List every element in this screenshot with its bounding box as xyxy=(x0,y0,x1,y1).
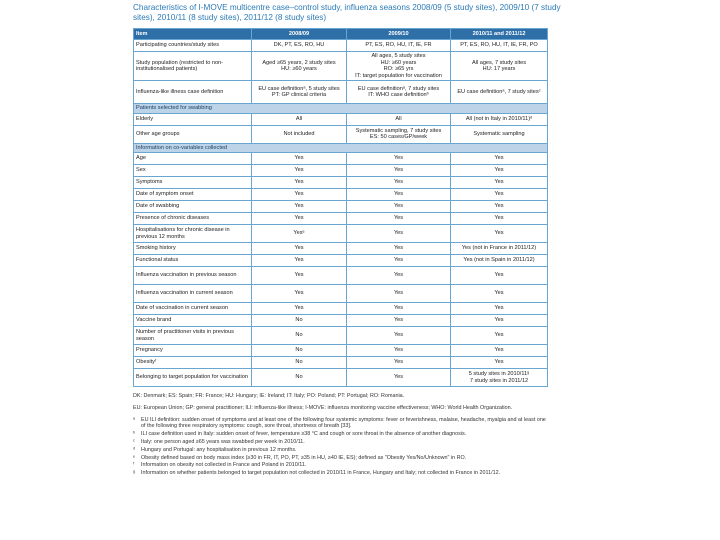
row-label-cell: Elderly xyxy=(134,113,252,125)
value-cell: EU case definitionᵃ, 7 study sites IT: WHO case definitionᵇ xyxy=(347,81,451,104)
section-label: Patients selected for swabbing xyxy=(134,104,548,114)
table-row xyxy=(134,52,548,81)
row-label-cell: Date of swabbing xyxy=(134,201,252,213)
table-row xyxy=(134,369,548,387)
value-cell: Yes xyxy=(252,165,347,177)
value-cell: Yes (not in Spain in 2011/12) xyxy=(451,255,548,267)
value-cell: Yes xyxy=(347,303,451,315)
section-row xyxy=(134,143,548,153)
table-row xyxy=(134,267,548,285)
value-cell: Yes xyxy=(252,201,347,213)
table-row xyxy=(134,315,548,327)
value-cell: Yes xyxy=(451,327,548,345)
value-cell: Yes xyxy=(347,327,451,345)
table-body xyxy=(134,40,548,387)
value-cell: Yes xyxy=(451,303,548,315)
value-cell: Yes xyxy=(347,285,451,303)
header-cell: 2008/09 xyxy=(252,29,347,40)
footnote-text: Hungary and Portugal: any hospitalisation in previous 12 months. xyxy=(141,446,297,453)
row-label-cell: Functional status xyxy=(134,255,252,267)
footnote-mark: ᵉ xyxy=(133,454,136,461)
table-row xyxy=(134,189,548,201)
table-row xyxy=(134,125,548,143)
footnote xyxy=(133,439,547,446)
value-cell: Yes xyxy=(252,285,347,303)
value-cell: Yes xyxy=(451,357,548,369)
value-cell: Yes xyxy=(451,177,548,189)
value-cell: All (not in Italy in 2010/11)ᵈ xyxy=(451,113,548,125)
section-row xyxy=(134,104,548,114)
value-cell: Yes xyxy=(451,285,548,303)
table-row xyxy=(134,285,548,303)
value-cell: No xyxy=(252,369,347,387)
footnote xyxy=(133,470,547,477)
footnote xyxy=(133,455,547,462)
table-header-row xyxy=(134,29,548,40)
value-cell: Yes xyxy=(451,189,548,201)
footnote-mark: ᶠ xyxy=(133,462,135,469)
table-notes xyxy=(133,393,547,477)
footnote-mark: ᵇ xyxy=(133,431,136,438)
table-row xyxy=(134,213,548,225)
value-cell: Yes xyxy=(252,267,347,285)
value-cell: Yes xyxy=(252,213,347,225)
table-row xyxy=(134,165,548,177)
row-label-cell: Vaccine brand xyxy=(134,315,252,327)
value-cell: Yes xyxy=(347,315,451,327)
footnote-mark: ᶜ xyxy=(133,438,135,445)
value-cell: All xyxy=(347,113,451,125)
value-cell: Yes xyxy=(451,201,548,213)
value-cell: 5 study sites in 2010/11ᵍ 7 study sites in 2011/12 xyxy=(451,369,548,387)
value-cell: All ages, 7 study sites HU: 17 years xyxy=(451,52,548,81)
value-cell: EU case definitionᵃ, 5 study sites PT: GP clinical criteria xyxy=(252,81,347,104)
value-cell: Yes xyxy=(451,345,548,357)
row-label-cell: Belonging to target population for vaccination xyxy=(134,369,252,387)
document-page xyxy=(133,2,563,538)
table-row xyxy=(134,225,548,243)
value-cell: Systematic sampling, 7 study sites ES: 50 cases/GP/week xyxy=(347,125,451,143)
row-label-cell: Participating countries/study sites xyxy=(134,40,252,52)
header-cell: Item xyxy=(134,29,252,40)
value-cell: Yes xyxy=(347,201,451,213)
value-cell: Yes xyxy=(347,345,451,357)
abbreviations-country: DK: Denmark; ES: Spain; FR: France; HU: Hungary; IE: Ireland; IT: Italy; PO: Poland; PT: Portugal; RO: Romania. xyxy=(133,393,405,399)
footnotes-list xyxy=(133,417,547,477)
row-label-cell: Number of practitioner visits in previous season xyxy=(134,327,252,345)
footnote-mark: ᵈ xyxy=(133,446,136,453)
header-cell: 2010/11 and 2011/12 xyxy=(451,29,548,40)
value-cell: Yes xyxy=(347,153,451,165)
value-cell: Yes xyxy=(451,165,548,177)
abbreviations-terms: EU: European Union; GP: general practitioner; ILI: influenza-like illness; I-MOVE: influenza monitoring vaccine effectiveness; WHO: World Health Organization. xyxy=(133,404,513,411)
value-cell: Yes xyxy=(347,225,451,243)
footnote-text: EU ILI definition: sudden onset of symptoms and at least one of the following four systemic symptoms: fever or feverishness, malaise, headache, myalgia and at least one of the following three respiratory symptoms: cough, sore throat, shortness of breath [33]. xyxy=(141,416,546,430)
value-cell: Yes xyxy=(252,177,347,189)
row-label-cell: Pregnancy xyxy=(134,345,252,357)
value-cell: All ages, 5 study sites HU: ≥60 years RO: ≥65 yrs IT: target population for vaccination xyxy=(347,52,451,81)
table-row xyxy=(134,177,548,189)
row-label-cell: Presence of chronic diseases xyxy=(134,213,252,225)
value-cell: No xyxy=(252,357,347,369)
value-cell: Yes xyxy=(347,255,451,267)
footnote xyxy=(133,462,547,469)
value-cell: Yes xyxy=(252,189,347,201)
value-cell: All xyxy=(252,113,347,125)
footnote-mark: ᵃ xyxy=(133,416,136,423)
row-label-cell: Study population (restricted to non-institutionalised patients) xyxy=(134,52,252,81)
value-cell: Yes xyxy=(252,153,347,165)
value-cell: Yes xyxy=(347,369,451,387)
value-cell: Yes xyxy=(347,213,451,225)
footnote xyxy=(133,447,547,454)
value-cell: Yes xyxy=(451,153,548,165)
table-row xyxy=(134,40,548,52)
value-cell: PT, ES, RO, HU, IT, IE, FR xyxy=(347,40,451,52)
value-cell: Yes xyxy=(347,165,451,177)
footnote xyxy=(133,417,547,431)
row-label-cell: Hospitalisations for chronic disease in previous 12 months xyxy=(134,225,252,243)
value-cell: Yes xyxy=(252,243,347,255)
value-cell: No xyxy=(252,345,347,357)
value-cell: EU case definitionᵃ, 7 study sitesᶜ xyxy=(451,81,548,104)
value-cell: Yes xyxy=(451,213,548,225)
row-label-cell: Smoking history xyxy=(134,243,252,255)
value-cell: No xyxy=(252,327,347,345)
value-cell: DK, PT, ES, RO, HU xyxy=(252,40,347,52)
row-label-cell: Obesityᶠ xyxy=(134,357,252,369)
value-cell: Yes xyxy=(252,255,347,267)
value-cell: Yes xyxy=(347,243,451,255)
value-cell: Not included xyxy=(252,125,347,143)
table-row xyxy=(134,357,548,369)
row-label-cell: Other age groups xyxy=(134,125,252,143)
value-cell: Yes xyxy=(252,303,347,315)
table-row xyxy=(134,345,548,357)
value-cell: Systematic sampling xyxy=(451,125,548,143)
footnote-text: ILI case definition used in Italy: sudden onset of fever, temperature ≥38 °C and cough or sore throat in the absence of another diagnosis. xyxy=(141,431,467,438)
footnote xyxy=(133,431,547,438)
footnote-text: Italy: one person aged ≥65 years was swabbed per week in 2010/11. xyxy=(141,438,305,445)
value-cell: Yes xyxy=(451,267,548,285)
table-row xyxy=(134,153,548,165)
value-cell: No xyxy=(252,315,347,327)
table-row xyxy=(134,243,548,255)
table-row xyxy=(134,255,548,267)
value-cell: Aged ≥65 years, 2 study sites HU: ≥60 years xyxy=(252,52,347,81)
footnote-text: Information on obesity not collected in France and Poland in 2010/11. xyxy=(141,462,307,469)
value-cell: Yes xyxy=(451,315,548,327)
table-row xyxy=(134,113,548,125)
header-cell: 2009/10 xyxy=(347,29,451,40)
value-cell: Yes xyxy=(347,267,451,285)
value-cell: Yes xyxy=(347,357,451,369)
value-cell: Yes xyxy=(347,177,451,189)
footnote-mark: ᵍ xyxy=(133,470,136,477)
table-row xyxy=(134,81,548,104)
row-label-cell: Influenza-like illness case definition xyxy=(134,81,252,104)
value-cell: Yesᵉ xyxy=(252,225,347,243)
table-row xyxy=(134,201,548,213)
row-label-cell: Date of symptom onset xyxy=(134,189,252,201)
footnote-text: Obesity defined based on body mass index (≥30 in FR, IT, PO, PT, ≥35 in HU, ≥40 IE, ES); defined as "Obesity Yes/No/Unknown" in RO. xyxy=(141,454,467,461)
row-label-cell: Date of vaccination in current season xyxy=(134,303,252,315)
value-cell: PT, ES, RO, HU, IT, IE, FR, PO xyxy=(451,40,548,52)
value-cell: Yes xyxy=(347,189,451,201)
row-label-cell: Age xyxy=(134,153,252,165)
table-title: Characteristics of I-MOVE multicentre case–control study, influenza seasons 2008/09 (5 study sites), 2009/10 (7 study sites), 2010/11 (8 study sites), 2011/12 (8 study sites) xyxy=(133,3,561,22)
row-label-cell: Sex xyxy=(134,165,252,177)
table-row xyxy=(134,327,548,345)
row-label-cell: Influenza vaccination in current season xyxy=(134,285,252,303)
value-cell: Yes (not in France in 2011/12) xyxy=(451,243,548,255)
table-row xyxy=(134,303,548,315)
section-label: Information on co-variables collected xyxy=(134,143,548,153)
row-label-cell: Influenza vaccination in previous season xyxy=(134,267,252,285)
characteristics-table xyxy=(133,28,548,387)
value-cell: Yes xyxy=(451,225,548,243)
row-label-cell: Symptoms xyxy=(134,177,252,189)
footnote-text: Information on whether patients belonged to target population not collected in 2010/11 in France, Hungary and Italy; not collected in France in 2011/12. xyxy=(141,470,501,477)
